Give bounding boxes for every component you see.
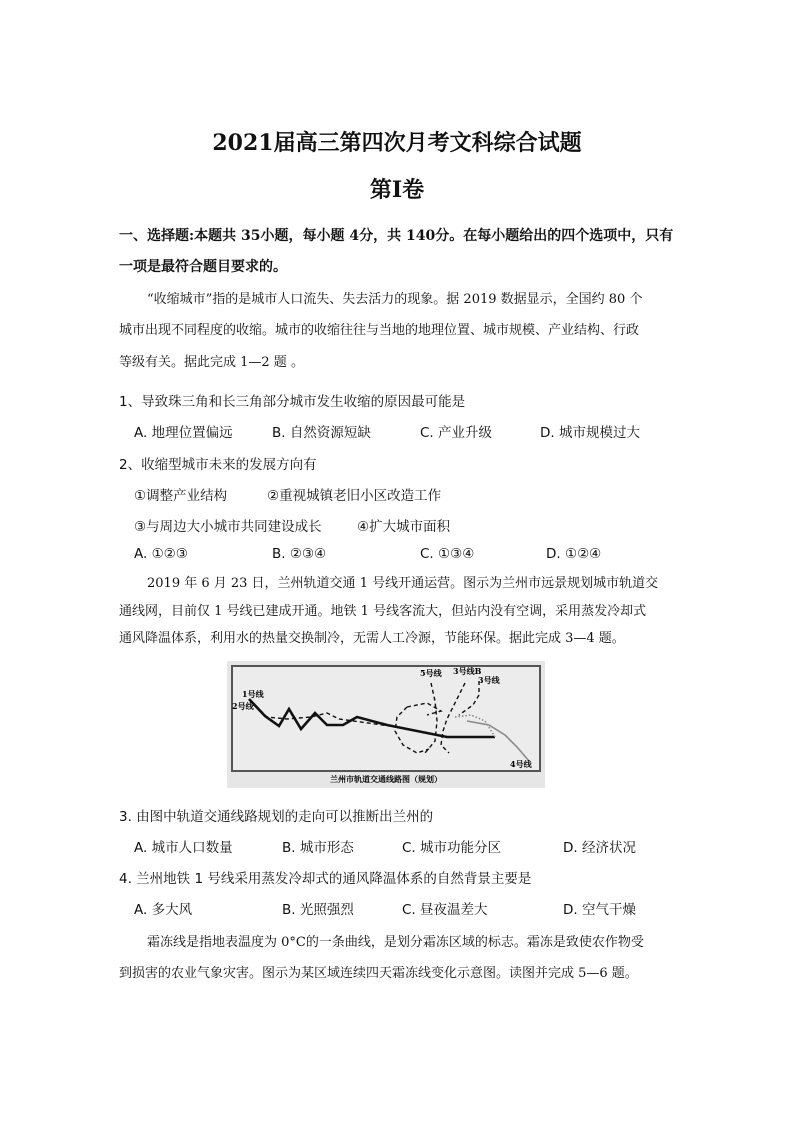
question1-option-b: B. 自然资源短缺 [272,425,371,441]
question2-option-a: A. ①②③ [134,546,188,562]
label-line-5: 5号线 [420,668,442,678]
question4-option-a: A. 多大风 [134,902,193,918]
question2-item-3: ③与周边大小城市共同建设成长 [134,519,322,535]
question3-option-c: C. 城市功能分区 [402,840,502,856]
passage2-line3: 通风降温体系，利用水的热量交换制冷，无需人工冷源，节能环保。据此完成 3—4 题。 [119,631,625,646]
page-title: 2021届高三第四次月考文科综合试题 [212,130,582,156]
question4-option-b: B. 光照强烈 [282,902,354,918]
question3-option-b: B. 城市形态 [282,840,354,856]
label-line-1: 1号线 [242,689,264,699]
question2-option-b: B. ②③④ [272,546,327,562]
label-line-4: 4号线 [510,759,532,769]
passage2-line2: 通线网，目前仅 1 号线已建成开通。地铁 1 号线客流大，但站内没有空调，采用蒸发冷却式 [119,604,647,619]
question3-option-d: D. 经济状况 [563,840,636,856]
label-line-3: 3号线 [478,675,500,685]
question2-option-d: D. ①②④ [546,546,602,562]
label-line-2: 2号线 [232,701,254,711]
question1-option-c: C. 产业升级 [420,425,493,441]
question2-stem: 2、收缩型城市未来的发展方向有 [119,457,317,473]
question4-stem: 4. 兰州地铁 1 号线采用蒸发冷却式的通风降温体系的自然背景主要是 [119,871,532,887]
question2-item-2: ②重视城镇老旧小区改造工作 [267,488,442,504]
section-instructions-line2: 一项是最符合题目要求的。 [119,259,287,275]
lanzhou-metro-map [227,661,545,788]
question1-option-a: A. 地理位置偏远 [134,425,233,441]
question1-option-d: D. 城市规模过大 [540,425,640,441]
question4-option-c: C. 昼夜温差大 [402,902,488,918]
question1-stem: 1、导致珠三角和长三角部分城市发生收缩的原因最可能是 [119,394,466,410]
passage1-line2: 城市出现不同程度的收缩。城市的收缩往往与当地的地理位置、城市规模、产业结构、行政 [119,323,640,338]
passage2-line1: 2019 年 6 月 23 日，兰州轨道交通 1 号线开通运营。图示为兰州市远景规划城市轨道交 [147,576,659,591]
passage3-line2: 到损害的农业气象灾害。图示为某区域连续四天霜冻线变化示意图。读图并完成 5—6 题。 [119,966,638,981]
question2-item-1: ①调整产业结构 [134,488,228,504]
passage1-line3: 等级有关。据此完成 1—2 题 。 [119,355,304,370]
passage1-line1: “收缩城市”指的是城市人口流失、失去活力的现象。据 2019 数据显示，全国约 80 个 [147,292,643,307]
volume-title: 第Ⅰ卷 [369,177,425,203]
question2-option-c: C. ①③④ [420,546,475,562]
label-line-3b: 3号线B [453,666,482,676]
figure-caption: 兰州市轨道交通线路图（规划） [330,775,442,784]
question3-stem: 3. 由图中轨道交通线路规划的走向可以推断出兰州的 [119,809,434,825]
question3-option-a: A. 城市人口数量 [134,840,233,856]
question4-option-d: D. 空气干燥 [563,902,636,918]
passage3-line1: 霜冻线是指地表温度为 0°C的一条曲线，是划分霜冻区域的标志。霜冻是致使农作物受 [147,935,644,950]
section-instructions-line1: 一、选择题:本题共 35小题，每小题 4分，共 140分。在每小题给出的四个选项中，只有 [119,228,674,244]
question2-item-4: ④扩大城市面积 [357,519,451,535]
